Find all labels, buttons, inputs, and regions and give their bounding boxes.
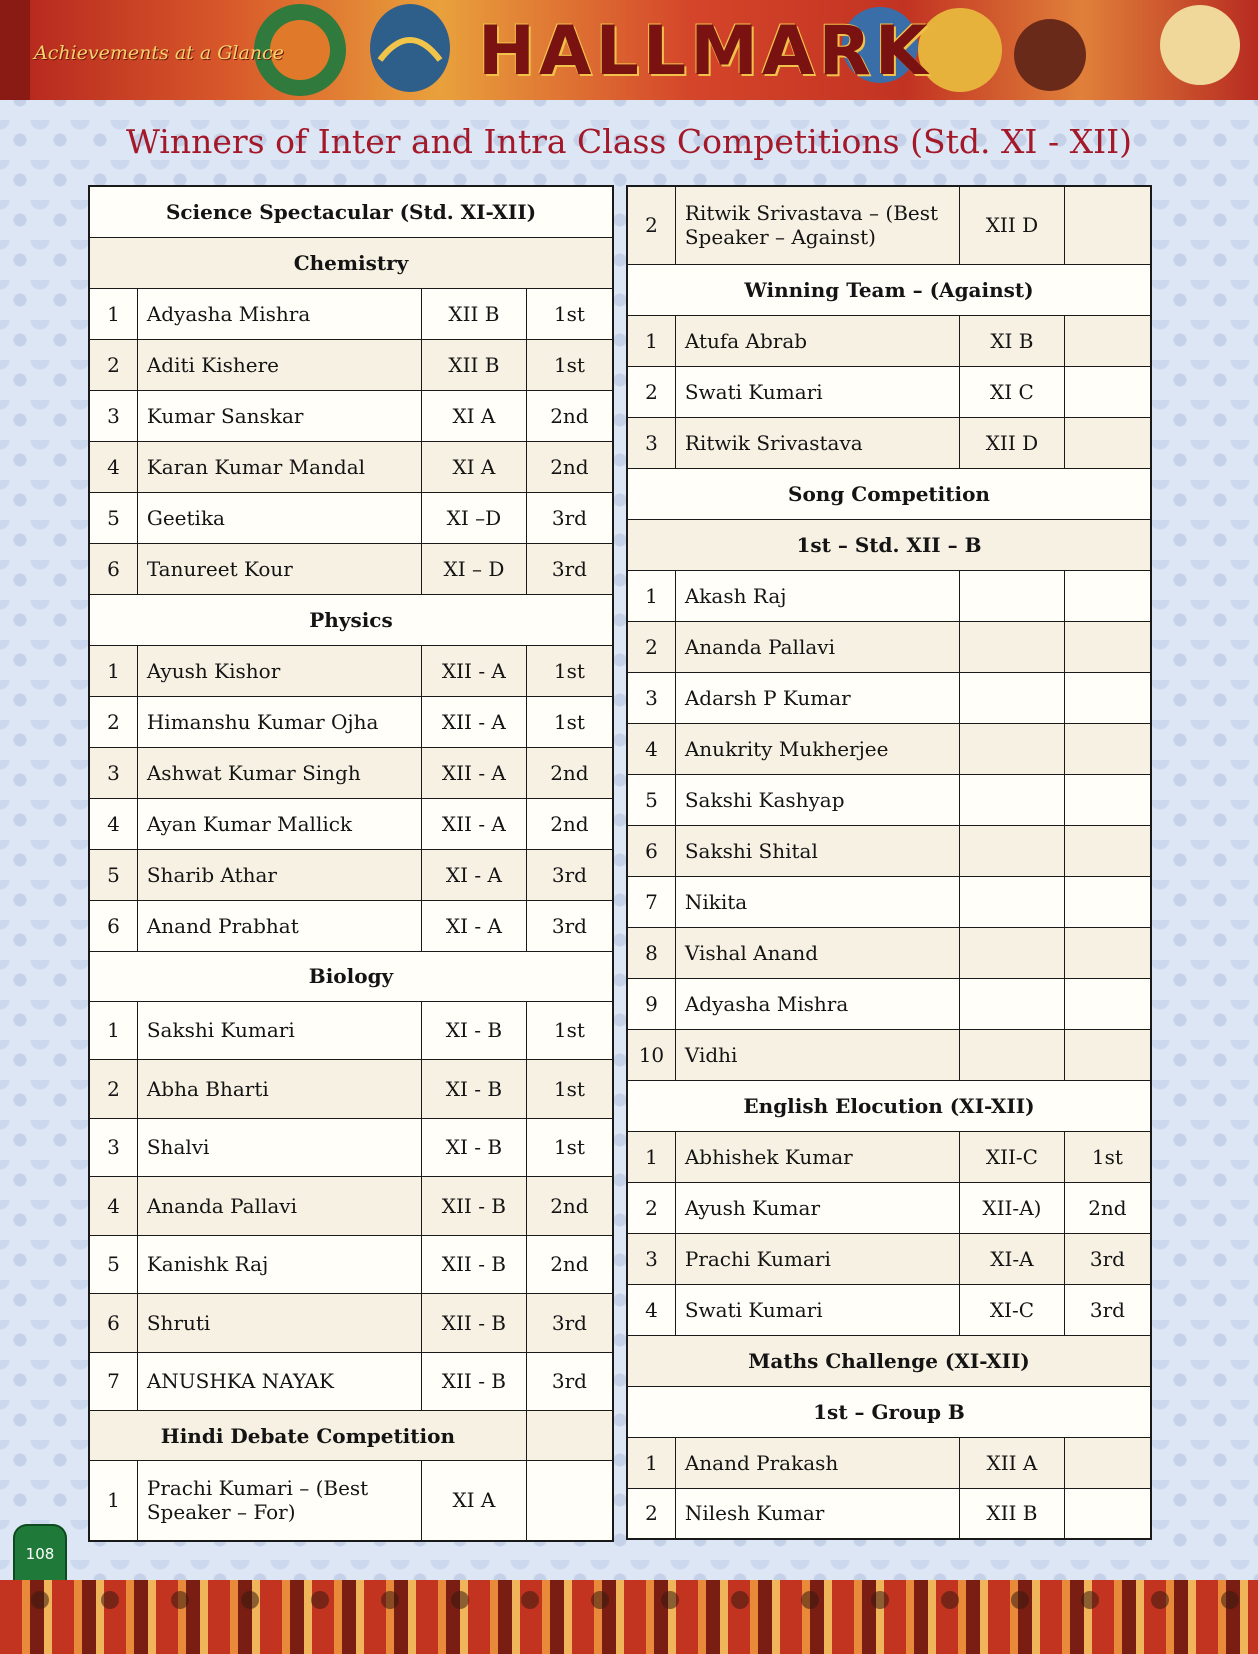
serial-number: 2	[627, 1182, 675, 1233]
position	[1064, 1029, 1151, 1080]
position	[1064, 825, 1151, 876]
serial-number: 5	[89, 1235, 137, 1294]
position: 3rd	[526, 543, 613, 594]
section-heading-row	[627, 519, 1151, 570]
student-name: Shruti	[137, 1294, 421, 1353]
table-row	[89, 1461, 613, 1541]
table-row	[89, 696, 613, 747]
section-heading: 1st – Group B	[627, 1386, 1151, 1437]
table-row	[627, 186, 1151, 264]
serial-number: 3	[89, 390, 137, 441]
serial-number: 3	[89, 747, 137, 798]
class-section	[960, 825, 1065, 876]
banner-subtitle: Achievements at a Glance	[34, 42, 284, 64]
position	[1064, 978, 1151, 1029]
section-heading: 1st – Std. XII – B	[627, 519, 1151, 570]
position: 3rd	[526, 1294, 613, 1353]
student-name: Abhishek Kumar	[675, 1131, 959, 1182]
position	[526, 1461, 613, 1541]
left-results-table	[88, 185, 614, 1542]
page-number-badge: 108	[13, 1524, 67, 1582]
position	[1064, 876, 1151, 927]
serial-number: 1	[89, 1001, 137, 1060]
student-name: Ritwik Srivastava – (Best Speaker – Against)	[675, 186, 959, 264]
student-name: Swati Kumari	[675, 366, 959, 417]
position: 2nd	[526, 1235, 613, 1294]
table-row	[627, 417, 1151, 468]
class-section: XII D	[960, 186, 1065, 264]
serial-number: 3	[627, 672, 675, 723]
table-row	[627, 672, 1151, 723]
header-banner	[0, 0, 1258, 100]
student-name: Ananda Pallavi	[137, 1177, 421, 1236]
class-section	[960, 621, 1065, 672]
table-row	[89, 1177, 613, 1236]
class-section: XII A	[960, 1437, 1065, 1488]
class-section: XI B	[960, 315, 1065, 366]
class-section	[960, 1029, 1065, 1080]
serial-number: 6	[89, 900, 137, 951]
student-name: Nilesh Kumar	[675, 1488, 959, 1539]
position	[1064, 1488, 1151, 1539]
section-heading: Physics	[89, 594, 613, 645]
serial-number: 4	[89, 441, 137, 492]
table-row	[627, 315, 1151, 366]
serial-number: 5	[89, 849, 137, 900]
position: 3rd	[526, 492, 613, 543]
table-row	[627, 927, 1151, 978]
class-section: XII - B	[422, 1352, 527, 1411]
class-section: XII D	[960, 417, 1065, 468]
brand-logo: HALLMARK	[478, 12, 932, 91]
position: 2nd	[526, 798, 613, 849]
class-section: XII - B	[422, 1294, 527, 1353]
table-row	[89, 1001, 613, 1060]
table-row	[627, 1233, 1151, 1284]
class-section: XI A	[422, 390, 527, 441]
section-heading: Biology	[89, 951, 613, 1001]
table-row	[89, 441, 613, 492]
page-title: Winners of Inter and Intra Class Competitions (Std. XI - XII)	[125, 122, 1133, 161]
serial-number: 2	[89, 696, 137, 747]
serial-number: 6	[627, 825, 675, 876]
table-row	[89, 1235, 613, 1294]
class-section: XII - B	[422, 1235, 527, 1294]
position: 1st	[526, 645, 613, 696]
section-heading-row	[89, 1411, 613, 1461]
table-row	[89, 1118, 613, 1177]
serial-number: 2	[627, 366, 675, 417]
serial-number: 2	[89, 1060, 137, 1119]
class-section: XI - A	[422, 900, 527, 951]
class-section: XII-A)	[960, 1182, 1065, 1233]
serial-number: 9	[627, 978, 675, 1029]
table-row	[627, 1437, 1151, 1488]
position: 2nd	[526, 1177, 613, 1236]
class-section: XII - A	[422, 747, 527, 798]
serial-number: 2	[627, 186, 675, 264]
table-row	[89, 543, 613, 594]
class-section: XII - B	[422, 1177, 527, 1236]
serial-number: 1	[627, 1437, 675, 1488]
student-name: Ayan Kumar Mallick	[137, 798, 421, 849]
serial-number: 1	[89, 288, 137, 339]
class-section: XI A	[422, 1461, 527, 1541]
table-row	[89, 390, 613, 441]
position: 3rd	[526, 1352, 613, 1411]
serial-number: 1	[627, 315, 675, 366]
student-name: Ayush Kumar	[675, 1182, 959, 1233]
serial-number: 3	[627, 417, 675, 468]
student-name: Adarsh P Kumar	[675, 672, 959, 723]
position: 1st	[526, 696, 613, 747]
serial-number: 2	[627, 1488, 675, 1539]
class-section: XII-C	[960, 1131, 1065, 1182]
position	[1064, 366, 1151, 417]
section-heading-row	[627, 1335, 1151, 1386]
table-row	[627, 774, 1151, 825]
position: 1st	[526, 1001, 613, 1060]
section-heading-row	[627, 468, 1151, 519]
serial-number: 5	[627, 774, 675, 825]
position	[1064, 927, 1151, 978]
footer-border	[0, 1580, 1258, 1654]
class-section: XI - B	[422, 1001, 527, 1060]
class-section: XI-A	[960, 1233, 1065, 1284]
section-heading-row	[627, 1386, 1151, 1437]
student-name: Ashwat Kumar Singh	[137, 747, 421, 798]
section-heading-row	[89, 186, 613, 237]
student-name: Swati Kumari	[675, 1284, 959, 1335]
position: 1st	[526, 339, 613, 390]
student-name: Kumar Sanskar	[137, 390, 421, 441]
table-row	[89, 492, 613, 543]
student-name: Sakshi Kumari	[137, 1001, 421, 1060]
position	[1064, 417, 1151, 468]
serial-number: 7	[627, 876, 675, 927]
serial-number: 1	[89, 1461, 137, 1541]
student-name: Ritwik Srivastava	[675, 417, 959, 468]
student-name: Sakshi Shital	[675, 825, 959, 876]
class-section: XI C	[960, 366, 1065, 417]
position: 3rd	[1064, 1284, 1151, 1335]
class-section: XI –D	[422, 492, 527, 543]
class-section: XII B	[422, 288, 527, 339]
table-row	[89, 900, 613, 951]
student-name: Vishal Anand	[675, 927, 959, 978]
table-row	[627, 1488, 1151, 1539]
serial-number: 1	[627, 1131, 675, 1182]
serial-number: 8	[627, 927, 675, 978]
table-row	[627, 1131, 1151, 1182]
position	[1064, 621, 1151, 672]
table-row	[627, 570, 1151, 621]
class-section: XII - A	[422, 645, 527, 696]
class-section: XI A	[422, 441, 527, 492]
section-heading: Science Spectacular (Std. XI-XII)	[89, 186, 613, 237]
table-row	[89, 1294, 613, 1353]
position: 2nd	[1064, 1182, 1151, 1233]
class-section	[960, 978, 1065, 1029]
class-section	[960, 570, 1065, 621]
class-section: XI – D	[422, 543, 527, 594]
student-name: Adyasha Mishra	[675, 978, 959, 1029]
table-row	[627, 825, 1151, 876]
serial-number: 4	[627, 723, 675, 774]
student-name: Kanishk Raj	[137, 1235, 421, 1294]
position	[1064, 774, 1151, 825]
student-name: Atufa Abrab	[675, 315, 959, 366]
section-heading-row	[89, 237, 613, 288]
student-name: Ananda Pallavi	[675, 621, 959, 672]
class-section: XII B	[960, 1488, 1065, 1539]
student-name: Anand Prakash	[675, 1437, 959, 1488]
student-name: Nikita	[675, 876, 959, 927]
table-row	[627, 876, 1151, 927]
position: 1st	[1064, 1131, 1151, 1182]
serial-number: 2	[627, 621, 675, 672]
student-name: Sakshi Kashyap	[675, 774, 959, 825]
table-row	[627, 621, 1151, 672]
class-section	[960, 876, 1065, 927]
section-heading-row	[89, 594, 613, 645]
table-row	[89, 849, 613, 900]
class-section	[960, 723, 1065, 774]
section-heading: Song Competition	[627, 468, 1151, 519]
section-heading-row	[627, 1080, 1151, 1131]
student-name: Aditi Kishere	[137, 339, 421, 390]
student-name: Abha Bharti	[137, 1060, 421, 1119]
class-section: XI - A	[422, 849, 527, 900]
student-name: Vidhi	[675, 1029, 959, 1080]
student-name: Sharib Athar	[137, 849, 421, 900]
table-row	[89, 798, 613, 849]
section-heading-row	[89, 951, 613, 1001]
section-heading: Maths Challenge (XI-XII)	[627, 1335, 1151, 1386]
position	[1064, 186, 1151, 264]
position	[1064, 315, 1151, 366]
position: 3rd	[1064, 1233, 1151, 1284]
student-name: Prachi Kumari	[675, 1233, 959, 1284]
class-section: XII - A	[422, 696, 527, 747]
serial-number: 4	[627, 1284, 675, 1335]
serial-number: 6	[89, 543, 137, 594]
footer-illustration	[0, 1580, 1258, 1654]
class-section: XII B	[422, 339, 527, 390]
section-heading: Winning Team – (Against)	[627, 264, 1151, 315]
serial-number: 3	[627, 1233, 675, 1284]
class-section: XI - B	[422, 1060, 527, 1119]
section-heading-row	[627, 264, 1151, 315]
position	[1064, 672, 1151, 723]
section-heading: Hindi Debate Competition	[89, 1411, 526, 1461]
table-row	[627, 978, 1151, 1029]
position	[1064, 1437, 1151, 1488]
serial-number: 3	[89, 1118, 137, 1177]
position: 1st	[526, 1118, 613, 1177]
serial-number: 4	[89, 1177, 137, 1236]
position: 1st	[526, 1060, 613, 1119]
table-row	[89, 747, 613, 798]
table-row	[89, 339, 613, 390]
class-section: XII - A	[422, 798, 527, 849]
table-row	[89, 1060, 613, 1119]
class-section	[960, 927, 1065, 978]
student-name: Himanshu Kumar Ojha	[137, 696, 421, 747]
position: 1st	[526, 288, 613, 339]
serial-number: 1	[89, 645, 137, 696]
serial-number: 7	[89, 1352, 137, 1411]
position: 3rd	[526, 849, 613, 900]
table-row	[627, 1029, 1151, 1080]
position: 3rd	[526, 900, 613, 951]
position: 2nd	[526, 441, 613, 492]
position	[1064, 570, 1151, 621]
table-row	[627, 1182, 1151, 1233]
student-name: Shalvi	[137, 1118, 421, 1177]
serial-number: 1	[627, 570, 675, 621]
student-name: Anand Prabhat	[137, 900, 421, 951]
right-results-table	[626, 185, 1152, 1540]
serial-number: 2	[89, 339, 137, 390]
student-name: Anukrity Mukherjee	[675, 723, 959, 774]
student-name: Tanureet Kour	[137, 543, 421, 594]
table-row	[627, 366, 1151, 417]
class-section: XI - B	[422, 1118, 527, 1177]
table-row	[627, 723, 1151, 774]
class-section	[960, 672, 1065, 723]
position: 2nd	[526, 390, 613, 441]
student-name: ANUSHKA NAYAK	[137, 1352, 421, 1411]
empty-cell	[526, 1411, 613, 1461]
position	[1064, 723, 1151, 774]
section-heading: English Elocution (XI-XII)	[627, 1080, 1151, 1131]
student-name: Prachi Kumari – (Best Speaker – For)	[137, 1461, 421, 1541]
student-name: Akash Raj	[675, 570, 959, 621]
position: 2nd	[526, 747, 613, 798]
section-heading: Chemistry	[89, 237, 613, 288]
serial-number: 5	[89, 492, 137, 543]
serial-number: 4	[89, 798, 137, 849]
student-name: Geetika	[137, 492, 421, 543]
table-row	[89, 1352, 613, 1411]
table-row	[89, 288, 613, 339]
student-name: Ayush Kishor	[137, 645, 421, 696]
class-section	[960, 774, 1065, 825]
table-row	[89, 645, 613, 696]
student-name: Karan Kumar Mandal	[137, 441, 421, 492]
serial-number: 6	[89, 1294, 137, 1353]
table-row	[627, 1284, 1151, 1335]
class-section: XI-C	[960, 1284, 1065, 1335]
serial-number: 10	[627, 1029, 675, 1080]
student-name: Adyasha Mishra	[137, 288, 421, 339]
